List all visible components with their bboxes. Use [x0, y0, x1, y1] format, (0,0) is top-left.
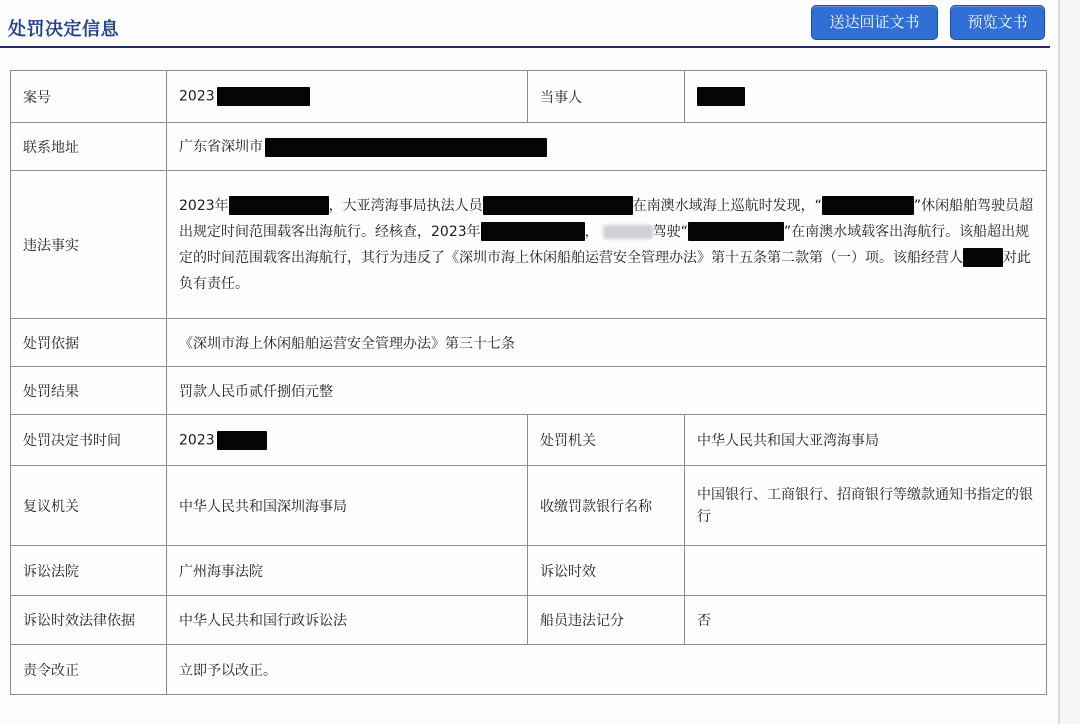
redaction-box: [963, 248, 1003, 267]
table-row: [11, 71, 1047, 123]
decision-info-table: [10, 70, 1047, 695]
preview-document-button[interactable]: 预览文书: [950, 5, 1045, 40]
table-row: [11, 319, 1047, 367]
table-row: [11, 546, 1047, 596]
panel-header: [0, 0, 1050, 48]
redaction-box: [217, 87, 310, 106]
decision-time-label: 处罚决定书时间: [11, 415, 167, 466]
payment-bank-label: 收缴罚款银行名称: [528, 466, 685, 546]
correction-order-label: 责令改正: [11, 645, 167, 695]
crew-points-value: 否: [685, 596, 1047, 645]
violation-facts-label: 违法事实: [11, 171, 167, 319]
party-value: [685, 71, 1047, 123]
limitation-label: 诉讼时效: [528, 546, 685, 596]
redaction-box: [483, 196, 633, 215]
redaction-box: [481, 222, 585, 241]
page-title: 处罚决定信息: [8, 19, 119, 40]
facts-text: ”在南澳水域载客出海航行。该船超出规定的时间范围载客出海航行，其行为违反了《深圳市海上休闲船舶运营安全管理办法》第十五条第二款第（一）项。该船经营人: [179, 223, 1030, 266]
redaction-box: [822, 196, 914, 215]
correction-order-value: 立即予以改正。: [167, 645, 1047, 695]
table-row: [11, 415, 1047, 466]
violation-facts-value: [167, 171, 1047, 319]
facts-text: 对此负有责任。: [179, 249, 1031, 292]
table-row: [11, 466, 1047, 546]
address-text: 广东省深圳市: [179, 139, 263, 156]
table-row: [11, 123, 1047, 171]
address-label: 联系地址: [11, 123, 167, 171]
redaction-box: [217, 431, 267, 450]
table-row: [11, 367, 1047, 415]
penalty-result-value: 罚款人民币贰仟捌佰元整: [167, 367, 1047, 415]
decision-time-value: [167, 415, 528, 466]
penalty-basis-value: 《深圳市海上休闲船舶运营安全管理办法》第三十七条: [167, 319, 1047, 367]
table-row: [11, 645, 1047, 695]
redaction-box: [265, 138, 547, 157]
case-number-label: 案号: [11, 71, 167, 123]
address-value: [167, 123, 1047, 171]
facts-text: ，: [584, 223, 599, 240]
case-number-value: [167, 71, 528, 123]
penalty-authority-value: 中华人民共和国大亚湾海事局: [685, 415, 1047, 466]
penalty-result-label: 处罚结果: [11, 367, 167, 415]
redaction-box: [229, 196, 329, 215]
limitation-value: [685, 546, 1047, 596]
case-number-text: 2023: [179, 88, 215, 105]
party-label: 当事人: [528, 71, 685, 123]
decision-time-text: 2023: [179, 432, 215, 448]
redaction-box: [688, 222, 784, 241]
blurred-name: [603, 225, 653, 239]
review-authority-value: 中华人民共和国深圳海事局: [167, 466, 528, 546]
facts-text: 2023年: [179, 197, 229, 214]
table-row: [11, 596, 1047, 645]
delivery-receipt-button[interactable]: 送达回证文书: [811, 5, 938, 40]
penalty-authority-label: 处罚机关: [528, 415, 685, 466]
facts-text: ”休闲船舶驾驶员超出规定时间范围载客出海航行。经核查，2023年: [179, 197, 1034, 240]
court-value: 广州海事法院: [167, 546, 528, 596]
court-label: 诉讼法院: [11, 546, 167, 596]
review-authority-label: 复议机关: [11, 466, 167, 546]
limitation-law-value: 中华人民共和国行政诉讼法: [167, 596, 528, 645]
limitation-law-label: 诉讼时效法律依据: [11, 596, 167, 645]
facts-text: 在南澳水域海上巡航时发现，“: [632, 197, 822, 214]
crew-points-label: 船员违法记分: [528, 596, 685, 645]
payment-bank-value: 中国银行、工商银行、招商银行等缴款通知书指定的银行: [685, 466, 1047, 546]
penalty-basis-label: 处罚依据: [11, 319, 167, 367]
table-row: [11, 171, 1047, 319]
facts-text: 驾驶“: [652, 223, 688, 240]
facts-text: ，大亚湾海事局执法人员: [328, 197, 483, 214]
redaction-box: [697, 87, 745, 106]
